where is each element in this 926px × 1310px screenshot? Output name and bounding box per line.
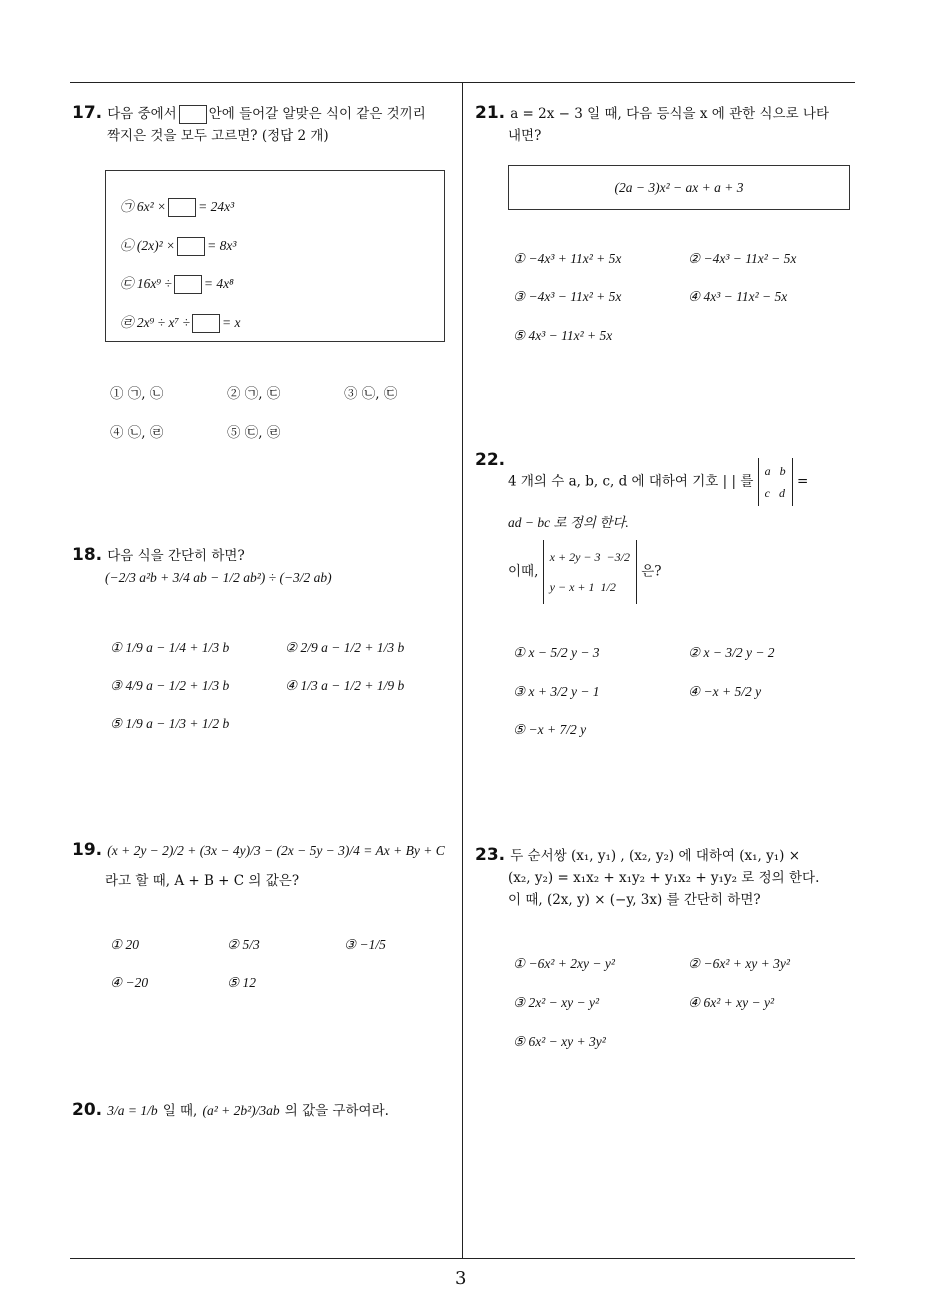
answer-option[interactable]: ④ 6x² + xy − y² [688, 995, 775, 1010]
answer-option[interactable]: ② x − 3/2 y − 2 [688, 645, 775, 660]
answer-option[interactable]: ④ 1/3 a − 1/2 + 1/9 b [285, 678, 405, 693]
question-22-matrix-line [508, 540, 662, 604]
det-entry: c [764, 486, 770, 500]
answer-option[interactable]: ① ㉠, ㉡ [110, 386, 164, 402]
q17-item [120, 312, 240, 334]
answer-option[interactable]: ⑤ ㉢, ㉣ [227, 425, 281, 441]
answer-option[interactable]: ③ ㉡, ㉢ [344, 386, 398, 402]
question-expression: (x + 2y − 2)/2 + (3x − 4y)/3 − (2x − 5y − 3)/4 = Ax + By + C [107, 843, 445, 858]
question-text-line2: (x₂, y₂) = x₁x₂ + x₁y₂ + y₁x₂ + y₁y₂ 로 정의 한다. [508, 870, 820, 886]
question-text-part: 일 때, [162, 1103, 198, 1119]
answer-option[interactable]: ⑤ 12 [227, 975, 256, 990]
question-text-line2: 내면? [508, 128, 542, 144]
determinant-expression [543, 540, 637, 604]
answer-option[interactable]: ① −4x³ + 11x² + 5x [513, 251, 622, 266]
question-19 [72, 840, 457, 892]
question-number: 21. [475, 103, 506, 123]
answer-option[interactable]: ① 1/9 a − 1/4 + 1/3 b [110, 640, 230, 655]
blank-box [177, 237, 205, 256]
answer-option[interactable]: ⑤ 6x² − xy + 3y² [513, 1034, 606, 1049]
item-mark: ㉠ [120, 199, 134, 214]
item-mark: ㉢ [120, 276, 134, 291]
blank-box [192, 314, 220, 333]
q17-item [120, 273, 234, 295]
answer-option[interactable]: ③ 2x² − xy − y² [513, 995, 600, 1010]
answer-option[interactable]: ③ x + 3/2 y − 1 [513, 684, 600, 699]
question-20 [72, 1100, 457, 1122]
det-entry: d [778, 486, 785, 500]
answer-option[interactable]: ① x − 5/2 y − 3 [513, 645, 600, 660]
question-23 [475, 845, 860, 911]
answer-option[interactable]: ⑤ 1/9 a − 1/3 + 1/2 b [110, 716, 230, 731]
answer-option[interactable]: ④ ㉡, ㉣ [110, 425, 164, 441]
question-number: 19. [72, 840, 103, 860]
det-entry: −3/2 [606, 550, 630, 564]
q17-item [120, 235, 236, 257]
q21-expression-box [508, 165, 850, 210]
answer-option[interactable]: ② 2/9 a − 1/2 + 1/3 b [285, 640, 405, 655]
question-text-part: 다음 중에서 [107, 106, 177, 122]
question-text: 4 개의 수 a, b, c, d 에 대하여 기호 | | 를 [508, 473, 754, 490]
question-text-line2: 짝지은 것을 모두 고르면? (정답 2 개) [107, 128, 329, 144]
item-mark: ㉡ [120, 238, 134, 253]
det-entry: 1/2 [600, 580, 616, 594]
question-text: 두 순서쌍 (x₁, y₁) , (x₂, y₂) 에 대하여 (x₁, y₁) × [510, 848, 801, 864]
question-text: 라고 할 때, A + B + C 의 값은? [105, 873, 300, 889]
q17-item [120, 196, 234, 218]
answer-option[interactable]: ④ −x + 5/2 y [688, 684, 762, 699]
bottom-rule [70, 1258, 855, 1259]
answer-option[interactable]: ① −6x² + 2xy − y² [513, 956, 615, 971]
item-left: 2x⁹ ÷ x⁷ ÷ [136, 315, 190, 330]
item-right: = 4x⁸ [203, 276, 234, 291]
item-right: = x [221, 315, 241, 330]
det-entry: x + 2y − 3 [549, 550, 601, 564]
answer-option[interactable]: ⑤ 4x³ − 11x² + 5x [513, 328, 613, 343]
question-text: ad − bc 로 정의 한다. [508, 515, 629, 530]
question-number: 18. [72, 545, 103, 565]
blank-box [174, 275, 202, 294]
det-entry: a [764, 464, 771, 478]
page-number: 3 [455, 1268, 467, 1289]
question-number: 20. [72, 1100, 103, 1120]
question-text-part: 안에 들어갈 알맞은 식이 같은 것끼리 [208, 106, 426, 122]
answer-option[interactable]: ② 5/3 [227, 937, 260, 952]
question-number: 23. [475, 845, 506, 865]
question-expression: 3/a = 1/b [107, 1103, 158, 1118]
question-number: 22. [475, 450, 506, 470]
question-text: 은? [641, 563, 662, 580]
blank-box [168, 198, 196, 217]
item-left: 6x² × [136, 199, 167, 214]
item-right: = 24x³ [198, 199, 235, 214]
answer-option[interactable]: ⑤ −x + 7/2 y [513, 722, 587, 737]
blank-box [179, 105, 207, 124]
item-left: (2x)² × [136, 238, 176, 253]
answer-option[interactable]: ③ −1/5 [344, 937, 386, 952]
question-text: 다음 식을 간단히 하면? [107, 548, 245, 564]
answer-option[interactable]: ② ㉠, ㉢ [227, 386, 281, 402]
det-entry: y − x + 1 [549, 580, 595, 594]
answer-option[interactable]: ② −6x² + xy + 3y² [688, 956, 790, 971]
answer-option[interactable]: ④ 4x³ − 11x² − 5x [688, 289, 788, 304]
item-left: 16x⁹ ÷ [136, 276, 172, 291]
question-17 [72, 103, 457, 147]
question-expression: (−2/3 a²b + 3/4 ab − 1/2 ab²) ÷ (−3/2 ab) [105, 570, 332, 585]
answer-option[interactable]: ③ −4x³ − 11x² + 5x [513, 289, 622, 304]
question-18 [72, 545, 457, 589]
question-expression: (a² + 2b²)/3ab [202, 1103, 280, 1118]
question-text: 이때, [508, 563, 539, 580]
question-22-line1 [508, 458, 858, 506]
question-number: 17. [72, 103, 103, 123]
question-text [107, 106, 426, 122]
boxed-expression: (2a − 3)x² − ax + a + 3 [614, 179, 744, 195]
column-divider [462, 82, 463, 1259]
item-mark: ㉣ [120, 315, 134, 330]
determinant-symbol [758, 458, 793, 506]
answer-option[interactable]: ② −4x³ − 11x² − 5x [688, 251, 797, 266]
item-right: = 8x³ [207, 238, 237, 253]
answer-option[interactable]: ① 20 [110, 937, 139, 952]
det-entry: b [779, 464, 786, 478]
question-text: a = 2x − 3 일 때, 다음 등식을 x 에 관한 식으로 나타 [510, 106, 829, 122]
answer-option[interactable]: ③ 4/9 a − 1/2 + 1/3 b [110, 678, 230, 693]
equals-sign: = [796, 473, 809, 490]
question-text-part: 의 값을 구하여라. [284, 1103, 389, 1119]
question-21 [475, 103, 855, 147]
question-text-line3: 이 때, (2x, y) × (−y, 3x) 를 간단히 하면? [508, 892, 761, 908]
answer-option[interactable]: ④ −20 [110, 975, 149, 990]
